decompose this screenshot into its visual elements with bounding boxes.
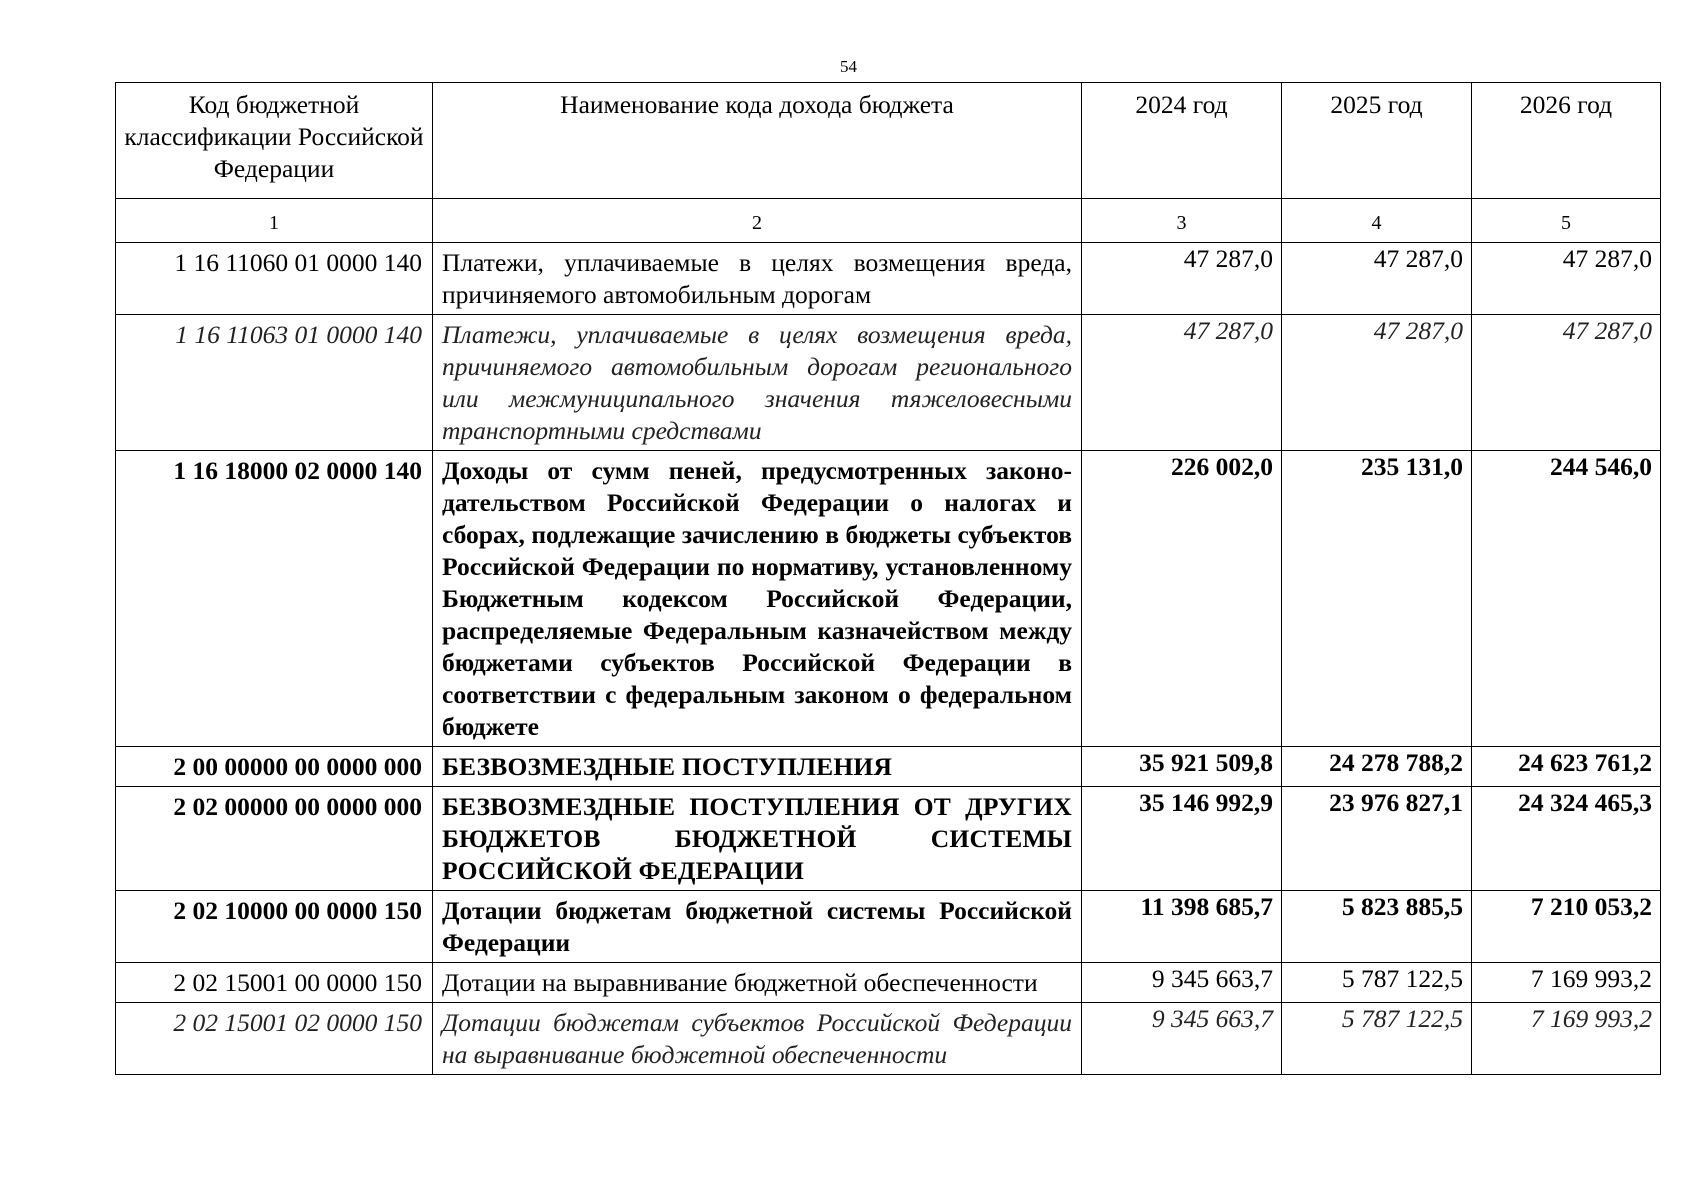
amount-2024-cell: 11 398 685,7 [1082, 891, 1282, 963]
header-row [116, 83, 1661, 199]
amount-2024-cell: 47 287,0 [1082, 315, 1282, 451]
amount-2025-cell: 47 287,0 [1282, 315, 1472, 451]
budget-code-cell: 1 16 11063 01 0000 140 [116, 315, 433, 451]
amount-2026-cell: 244 546,0 [1472, 451, 1661, 747]
amount-2026-cell: 47 287,0 [1472, 315, 1661, 451]
budget-code-cell: 2 02 15001 02 0000 150 [116, 1003, 433, 1075]
revenue-name-cell: Дотации бюджетам бюджетной системы Российской Федерации [433, 891, 1082, 963]
amount-2026-cell: 7 169 993,2 [1472, 963, 1661, 1003]
amount-2024-cell: 9 345 663,7 [1082, 1003, 1282, 1075]
revenue-name-cell: БЕЗВОЗМЕЗДНЫЕ ПОСТУПЛЕНИЯ [433, 747, 1082, 787]
table-row [116, 747, 1661, 787]
revenue-name-cell: Платежи, уплачиваемые в целях возмещения вреда, причиняемого автомобильным дорогам регионального или межмуниципального значения тяжеловесными транспортными средствами [433, 315, 1082, 451]
amount-2025-cell: 24 278 788,2 [1282, 747, 1472, 787]
revenue-name-cell: Дотации бюджетам субъектов Российской Федерации на выравнивание бюджетной обеспеченности [433, 1003, 1082, 1075]
amount-2025-cell: 5 787 122,5 [1282, 1003, 1472, 1075]
header-2026: 2026 год [1472, 83, 1661, 199]
revenue-name-cell: БЕЗВОЗМЕЗДНЫЕ ПОСТУПЛЕНИЯ ОТ ДРУГИХ БЮДЖЕТОВ БЮДЖЕТНОЙ СИСТЕМЫ РОССИЙСКОЙ ФЕДЕРАЦИИ [433, 787, 1082, 891]
column-number: 2 [433, 199, 1082, 243]
column-number: 3 [1082, 199, 1282, 243]
column-number: 1 [116, 199, 433, 243]
table-row [116, 243, 1661, 315]
column-number: 5 [1472, 199, 1661, 243]
amount-2024-cell: 35 921 509,8 [1082, 747, 1282, 787]
header-code: Код бюджетной классификации Российской Федерации [116, 83, 433, 199]
header-2025: 2025 год [1282, 83, 1472, 199]
table-row [116, 963, 1661, 1003]
amount-2024-cell: 226 002,0 [1082, 451, 1282, 747]
table-row [116, 451, 1661, 747]
amount-2026-cell: 24 324 465,3 [1472, 787, 1661, 891]
revenue-name-cell: Платежи, уплачиваемые в целях возмещения вреда, причиняемого автомобильным дорогам [433, 243, 1082, 315]
amount-2024-cell: 9 345 663,7 [1082, 963, 1282, 1003]
budget-code-cell: 2 02 15001 00 0000 150 [116, 963, 433, 1003]
amount-2025-cell: 47 287,0 [1282, 243, 1472, 315]
budget-code-cell: 1 16 18000 02 0000 140 [116, 451, 433, 747]
amount-2025-cell: 23 976 827,1 [1282, 787, 1472, 891]
table-row [116, 1003, 1661, 1075]
column-number-row [116, 199, 1661, 243]
budget-revenue-table [115, 82, 1661, 1075]
budget-code-cell: 2 02 10000 00 0000 150 [116, 891, 433, 963]
amount-2026-cell: 7 210 053,2 [1472, 891, 1661, 963]
table-row [116, 787, 1661, 891]
revenue-name-cell: Доходы от сумм пеней, предусмотренных законодательством Российской Федерации о налогах и сборах, подлежащие зачислению в бюджеты субъектов Российской Федерации по нормативу, установленному Бюджетным кодексом Российской Федерации, распределяемые Федеральным казначейством между бюджетами субъектов Российской Федерации в соответствии с федеральным законом о федеральном бюджете [433, 451, 1082, 747]
amount-2025-cell: 5 823 885,5 [1282, 891, 1472, 963]
header-2024: 2024 год [1082, 83, 1282, 199]
amount-2026-cell: 24 623 761,2 [1472, 747, 1661, 787]
amount-2026-cell: 47 287,0 [1472, 243, 1661, 315]
amount-2026-cell: 7 169 993,2 [1472, 1003, 1661, 1075]
header-name: Наименование кода дохода бюджета [433, 83, 1082, 199]
amount-2024-cell: 35 146 992,9 [1082, 787, 1282, 891]
table-row [116, 891, 1661, 963]
amount-2025-cell: 5 787 122,5 [1282, 963, 1472, 1003]
amount-2025-cell: 235 131,0 [1282, 451, 1472, 747]
amount-2024-cell: 47 287,0 [1082, 243, 1282, 315]
table-body [116, 243, 1661, 1075]
column-number: 4 [1282, 199, 1472, 243]
budget-code-cell: 2 02 00000 00 0000 000 [116, 787, 433, 891]
revenue-name-cell: Дотации на выравнивание бюджетной обеспеченности [433, 963, 1082, 1003]
budget-code-cell: 2 00 00000 00 0000 000 [116, 747, 433, 787]
table-row [116, 315, 1661, 451]
budget-code-cell: 1 16 11060 01 0000 140 [116, 243, 433, 315]
page-number: 54 [840, 57, 857, 76]
